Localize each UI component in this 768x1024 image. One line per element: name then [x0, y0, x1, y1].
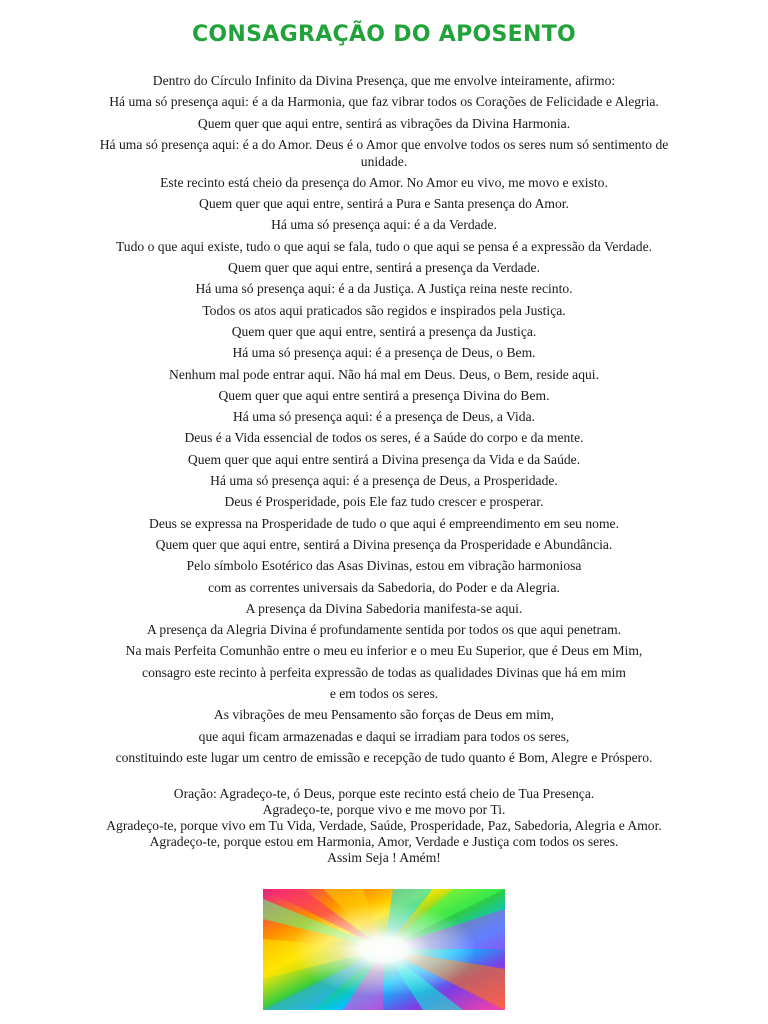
text-line: Quem quer que aqui entre, sentirá a presença da Verdade. — [228, 260, 540, 276]
prayer-line: Agradeço-te, porque estou em Harmonia, Amor, Verdade e Justiça com todos os seres. — [149, 834, 619, 849]
prayer-line: Oração: Agradeço-te, ó Deus, porque este recinto está cheio de Tua Presença. — [173, 786, 595, 801]
text-line: A presença da Divina Sabedoria manifesta-se aqui. — [245, 600, 523, 616]
text-line: Tudo o que aqui existe, tudo o que aqui se fala, tudo o que aqui se pensa é a expressão da Verdade. — [115, 238, 653, 254]
text-line: Nenhum mal pode entrar aqui. Não há mal em Deus. Deus, o Bem, reside aqui. — [169, 366, 599, 382]
rainbow-light-burst-image — [263, 889, 505, 1010]
text-line: Quem quer que aqui entre, sentirá a Pura e Santa presença do Amor. — [199, 196, 569, 212]
text-line: A presença da Alegria Divina é profundamente sentida por todos os que aqui penetram. — [146, 622, 622, 638]
text-line: Dentro do Círculo Infinito da Divina Presença, que me envolve inteiramente, afirmo: — [152, 73, 616, 88]
text-line: Quem quer que aqui entre sentirá a presença Divina do Bem. — [218, 387, 550, 403]
text-line: com as correntes universais da Sabedoria, do Poder e da Alegria. — [208, 579, 560, 595]
text-line: Há uma só presença aqui: é a da Verdade. — [271, 217, 497, 233]
prayer-line: Agradeço-te, porque vivo e me movo por Ti. — [262, 802, 506, 817]
text-line: Deus se expressa na Prosperidade de tudo o que aqui é empreendimento em seu nome. — [149, 515, 619, 531]
text-line: constituindo este lugar um centro de emissão e recepção de tudo quanto é Bom, Alegre e Próspero. — [115, 749, 653, 765]
text-line: Há uma só presença aqui: é a da Harmonia, que faz vibrar todos os Corações de Felicidade e Alegria. — [109, 94, 659, 110]
text-line: Quem quer que aqui entre, sentirá as vibrações da Divina Harmonia. — [197, 115, 571, 131]
text-line: Deus é a Vida essencial de todos os seres, é a Saúde do corpo e da mente. — [184, 430, 584, 446]
text-line: As vibrações de meu Pensamento são forças de Deus em mim, — [213, 707, 555, 723]
text-line: consagro este recinto à perfeita expressão de todas as qualidades Divinas que há em mim — [142, 664, 626, 680]
text-line: Deus é Prosperidade, pois Ele faz tudo crescer e prosperar. — [224, 494, 544, 510]
text-line: Há uma só presença aqui: é a presença de Deus, a Prosperidade. — [210, 473, 558, 489]
text-line: Há uma só presença aqui: é a presença de Deus, o Bem. — [232, 345, 536, 361]
text-line: Quem quer que aqui entre sentirá a Divina presença da Vida e da Saúde. — [187, 451, 581, 467]
text-line: Quem quer que aqui entre, sentirá a Divina presença da Prosperidade e Abundância. — [155, 536, 613, 552]
text-line: e em todos os seres. — [329, 686, 439, 702]
text-line: Na mais Perfeita Comunhão entre o meu eu inferior e o meu Eu Superior, que é Deus em Mim, — [125, 643, 643, 659]
text-line: que aqui ficam armazenadas e daqui se irradiam para todos os seres, — [198, 728, 570, 744]
text-line: Há uma só presença aqui: é a do Amor. Deus é o Amor que envolve todos os seres num só sentimento de unidade. — [99, 136, 669, 169]
text-line: Pelo símbolo Esotérico das Asas Divinas, estou em vibração harmoniosa — [186, 558, 582, 574]
text-line: Todos os atos aqui praticados são regidos e inspirados pela Justiça. — [202, 302, 566, 318]
text-line: Este recinto está cheio da presença do Amor. No Amor eu vivo, me movo e existo. — [160, 174, 608, 190]
consecration-text — [80, 70, 688, 768]
text-line: Há uma só presença aqui: é a da Justiça. A Justiça reina neste recinto. — [195, 281, 573, 297]
text-line: Há uma só presença aqui: é a presença de Deus, a Vida. — [232, 409, 536, 425]
prayer-line: Assim Seja ! Amém! — [327, 850, 441, 865]
prayer-line: Agradeço-te, porque vivo em Tu Vida, Verdade, Saúde, Prosperidade, Paz, Sabedoria, Alegria e Amor. — [106, 818, 662, 833]
page-title: CONSAGRAÇÃO DO APOSENTO — [191, 22, 577, 47]
text-line: Quem quer que aqui entre, sentirá a presença da Justiça. — [231, 323, 537, 339]
prayer-section — [60, 786, 708, 866]
